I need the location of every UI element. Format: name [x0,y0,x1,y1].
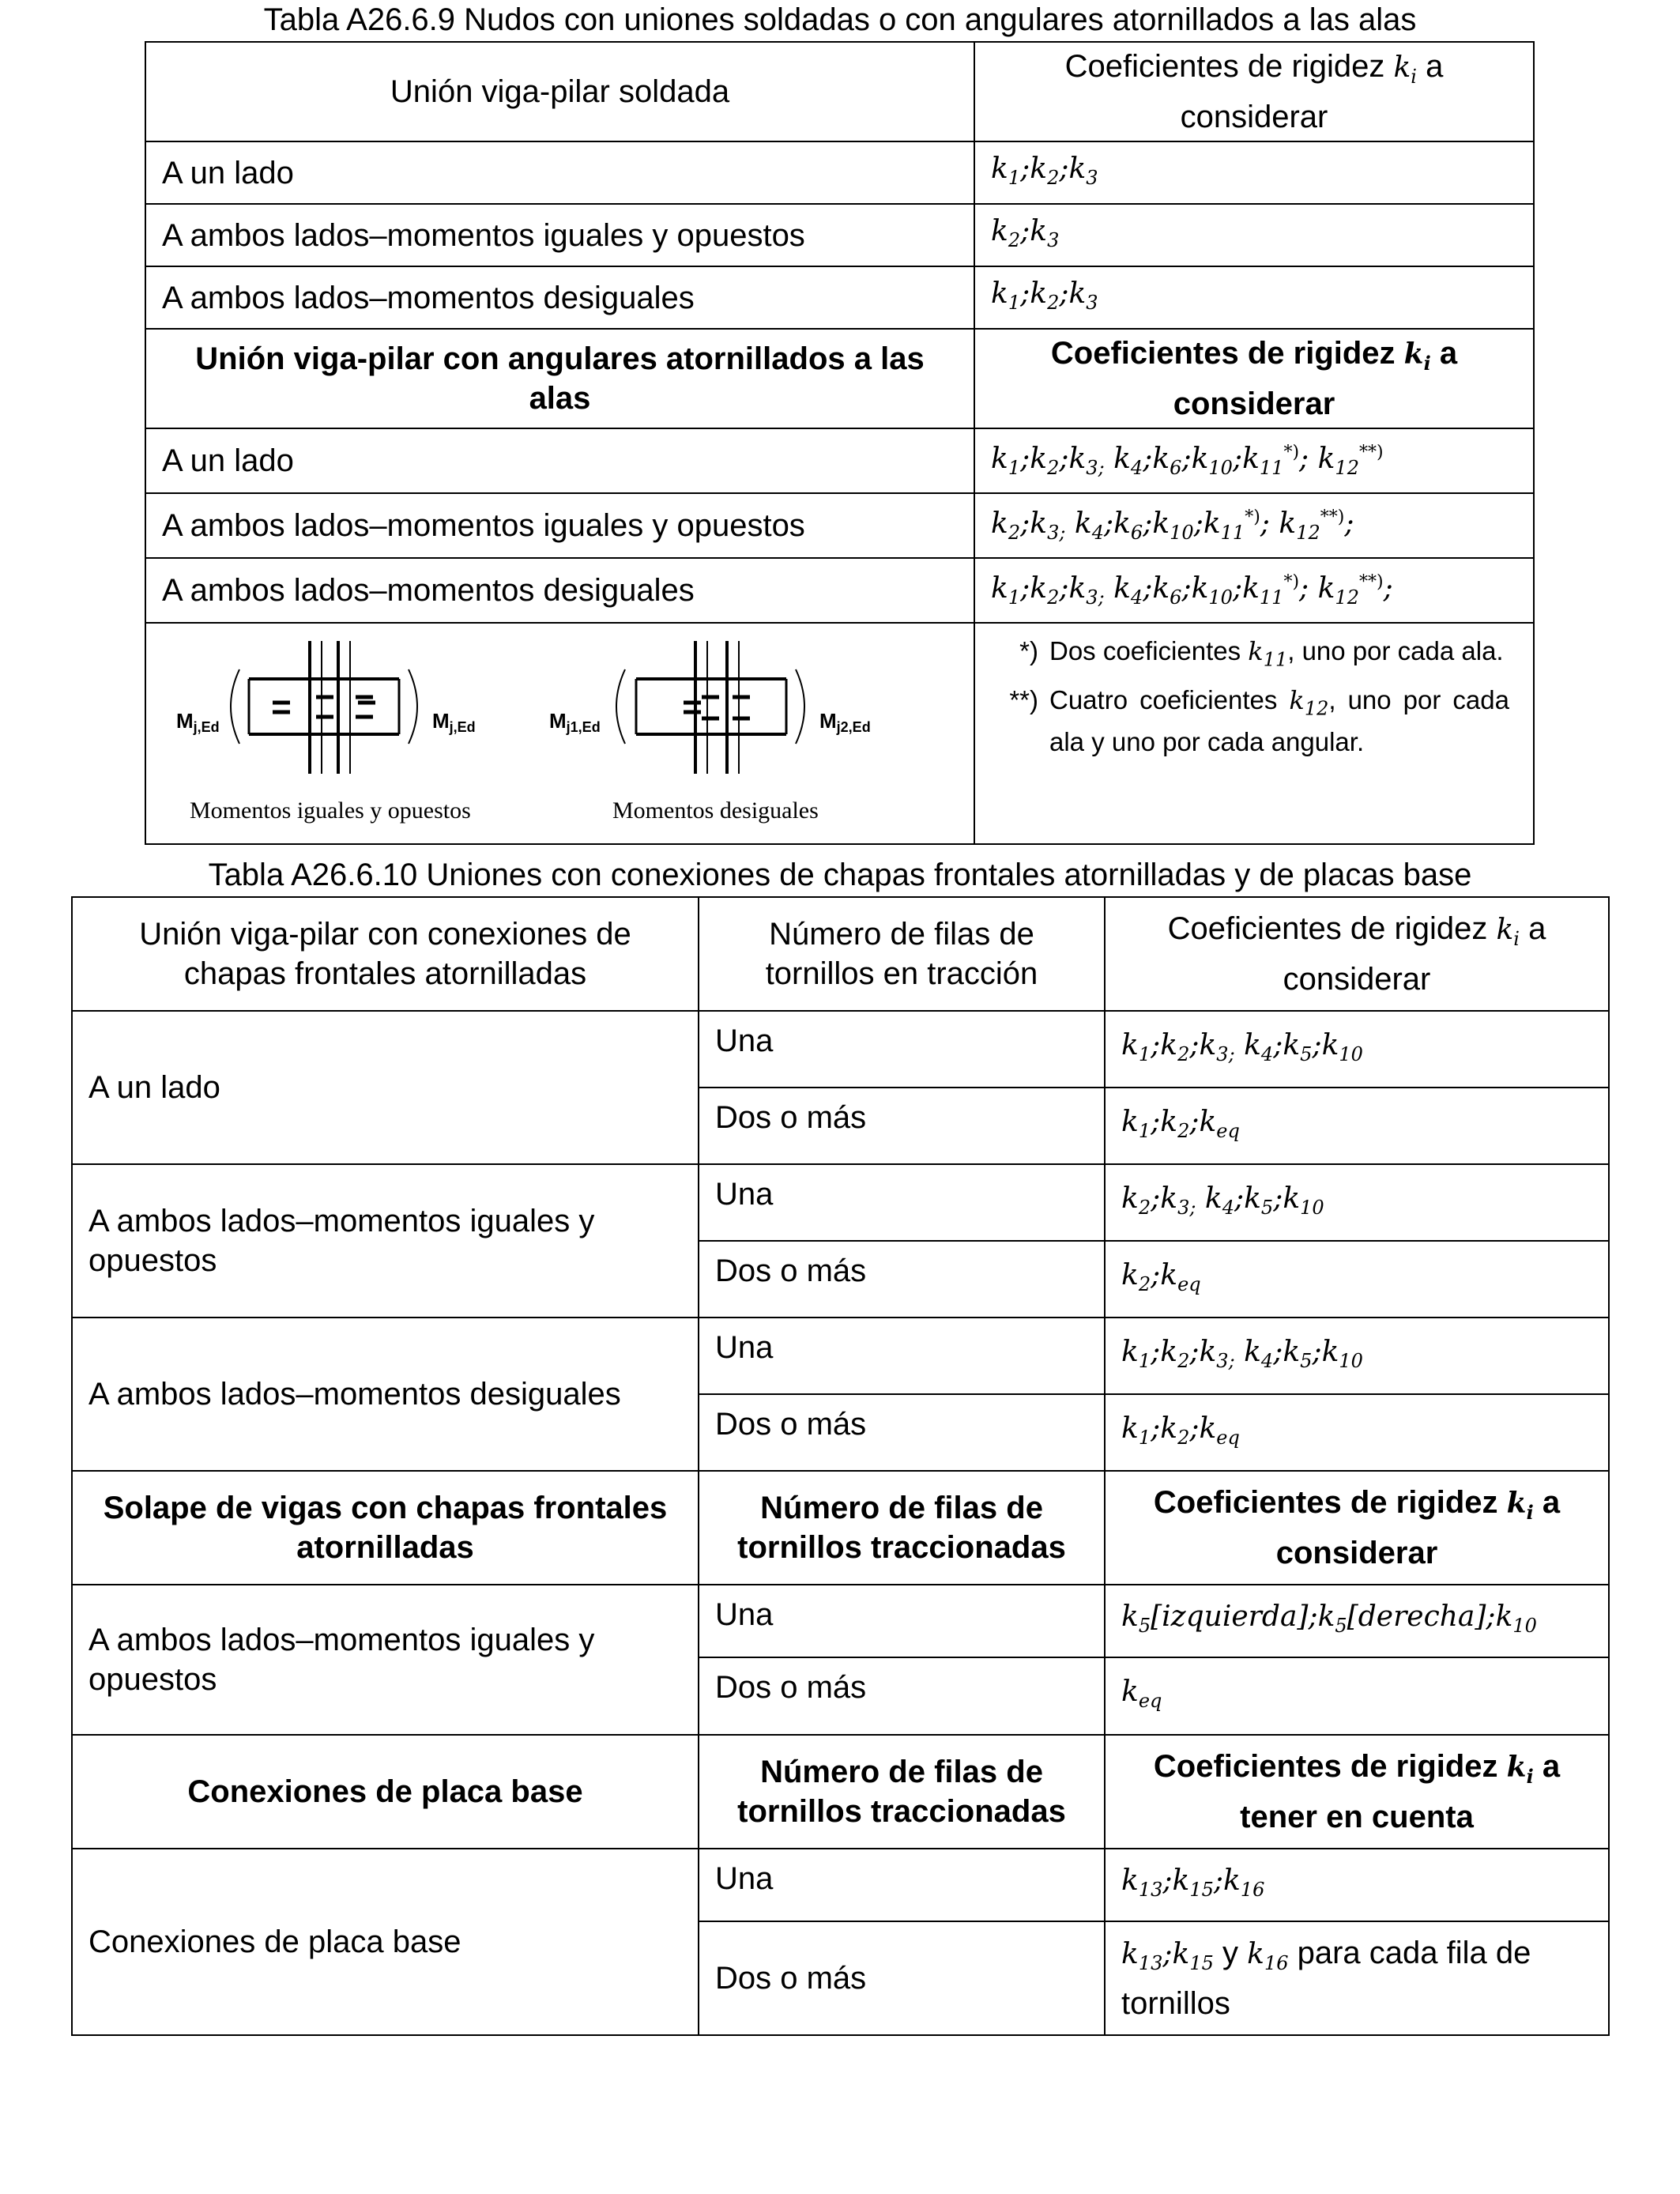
t2-filas: Una [699,1011,1105,1088]
t2-filas: Dos o más [699,1657,1105,1735]
t2-header-col1: Unión viga-pilar con conexiones de chapas frontales atornilladas [72,897,699,1011]
table1-caption: Tabla A26.6.9 Nudos con uniones soldadas o con angulares atornillados a las alas [263,2,1417,37]
joint-left [231,641,417,774]
t2-header-col3: Coeficientes de rigidez $k_i$ a considerar [1105,897,1609,1011]
t2-coef: $k_1;k_2;k_{eq}$ [1105,1088,1609,1164]
t2-row-label: Conexiones de placa base [72,1849,699,2035]
t1-row-coef: $k_1;k_2;k_{3;}$ $k_4;k_6;k_{10};k_{11}^{*)}$; $k_{12}^{**)}$ [974,428,1534,493]
t1-row-coef: $k_1;k_2;k_3$ [974,266,1534,329]
t1-row-coef: $k_2;k_3$ [974,204,1534,266]
table-a26-6-9 [145,41,1535,845]
t2-filas: Una [699,1318,1105,1394]
t1-row-coef: $k_2;k_{3;}$ $k_4;k_6;k_{10};k_{11}^{*)}$; $k_{12}^{**)}$; [974,493,1534,558]
note-2: **) Cuatro coeficientes $k_{12}$, uno por cada ala y uno por cada angular. [1009,685,1509,756]
t1-header-col2: Coeficientes de rigidez $k_i$ a considerar [974,42,1534,141]
t1-row-label: A un lado [145,141,974,204]
t2-filas: Una [699,1164,1105,1241]
t2-header3-col1: Conexiones de placa base [72,1735,699,1849]
t2-filas: Dos o más [699,1088,1105,1164]
t1-header2-col2: Coeficientes de rigidez $k_i$ a considerar [974,329,1534,428]
t2-coef: $k_2;k_{3;}$ $k_4;k_5;k_{10}$ [1105,1164,1609,1241]
t2-header3-col3: Coeficientes de rigidez $k_i$ a tener en cuenta [1105,1735,1609,1849]
t2-row-label: A ambos lados–momentos desiguales [72,1318,699,1471]
t2-row-label: A un lado [72,1011,699,1164]
t2-filas: Una [699,1849,1105,1921]
joint-right [616,641,804,774]
figure-caption-left: Momentos iguales y opuestos [190,797,471,824]
table-a26-6-10 [71,896,1610,2036]
t2-filas: Dos o más [699,1241,1105,1318]
t1-header-col1: Unión viga-pilar soldada [145,42,974,141]
t1-row-label: A ambos lados–momentos iguales y opuestos [145,204,974,266]
t2-coef: $k_5[izquierda];k_5[derecha];k_{10}$ [1105,1585,1609,1657]
t2-coef: $k_{13};k_{15};k_{16}$ [1105,1849,1609,1921]
moment-label-left-2: Mj,Ed [432,709,476,735]
figure-caption-right: Momentos desiguales [612,797,819,824]
t2-header-col2: Número de filas de tornillos en tracción [699,897,1105,1011]
notes-cell [974,623,1534,844]
note-1: *) Dos coeficientes $k_{11}$, uno por cada ala. [1019,636,1504,671]
t2-filas: Dos o más [699,1921,1105,2035]
t1-row-label: A un lado [145,428,974,493]
moment-label-left-1: Mj,Ed [176,709,220,735]
t2-header2-col2: Número de filas de tornillos traccionadas [699,1471,1105,1585]
t2-header2-col1: Solape de vigas con chapas frontales atornilladas [72,1471,699,1585]
moment-label-right-1: Mj1,Ed [549,709,601,735]
t1-row-label: A ambos lados–momentos desiguales [145,266,974,329]
t2-coef: $k_1;k_2;k_{3;}$ $k_4;k_5;k_{10}$ [1105,1011,1609,1088]
t2-row-label: A ambos lados–momentos iguales y opuestos [72,1164,699,1318]
t1-row-label: A ambos lados–momentos iguales y opuestos [145,493,974,558]
t2-coef: $k_{eq}$ [1105,1657,1609,1735]
joint-figure-cell [145,623,974,844]
t1-header2-col1: Unión viga-pilar con angulares atornillados a las alas [145,329,974,428]
t2-coef: $k_1;k_2;k_{3;}$ $k_4;k_5;k_{10}$ [1105,1318,1609,1394]
t2-header3-col2: Número de filas de tornillos traccionadas [699,1735,1105,1849]
table2-caption: Tabla A26.6.10 Uniones con conexiones de chapas frontales atornilladas y de placas base [208,858,1472,892]
t2-coef: $k_2;k_{eq}$ [1105,1241,1609,1318]
joint-diagram [146,624,975,834]
t1-row-label: A ambos lados–momentos desiguales [145,558,974,623]
t2-coef: $k_{13};k_{15}$ y $k_{16}$ para cada fila de tornillos [1105,1921,1609,2035]
t2-row-label: A ambos lados–momentos iguales y opuestos [72,1585,699,1735]
t1-row-coef: $k_1;k_2;k_{3;}$ $k_4;k_6;k_{10};k_{11}^{*)}$; $k_{12}^{**)}$; [974,558,1534,623]
t2-header2-col3: Coeficientes de rigidez $k_i$ a considerar [1105,1471,1609,1585]
moment-label-right-2: Mj2,Ed [819,709,871,735]
t2-coef: $k_1;k_2;k_{eq}$ [1105,1394,1609,1471]
t2-filas: Dos o más [699,1394,1105,1471]
t2-filas: Una [699,1585,1105,1657]
t1-row-coef: $k_1;k_2;k_3$ [974,141,1534,204]
